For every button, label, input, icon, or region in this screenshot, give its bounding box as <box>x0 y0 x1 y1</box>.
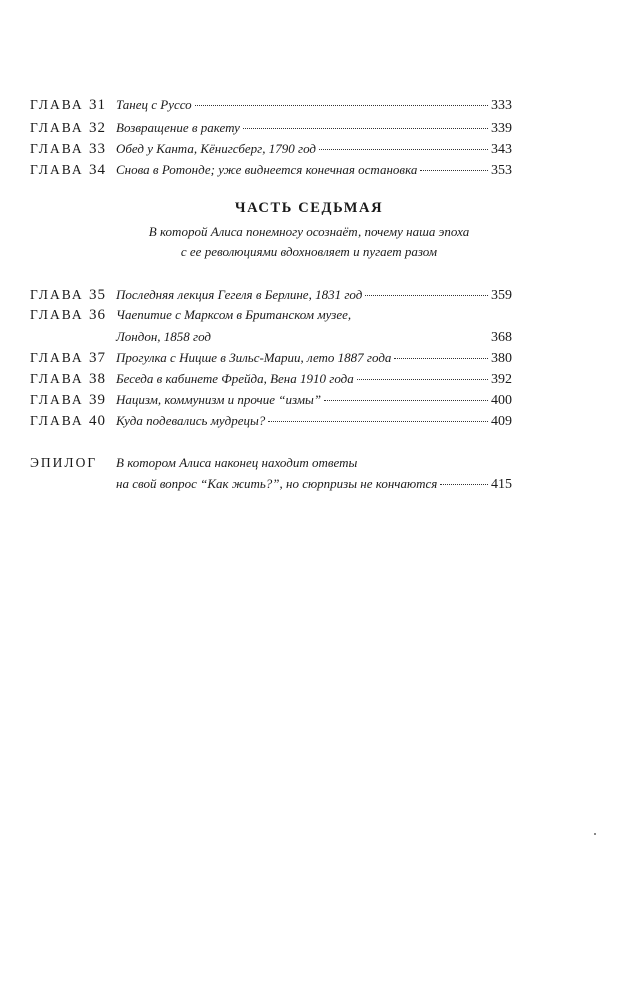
chapter-title: Последняя лекция Гегеля в Берлине, 1831 год <box>116 287 363 302</box>
chapter-title: Снова в Ротонде; уже виднеется конечная остановка <box>116 162 418 177</box>
dot-leader <box>195 105 488 106</box>
chapter-label: ГЛАВА 36 <box>30 307 106 323</box>
chapter-label: ГЛАВА 37 <box>30 350 106 366</box>
chapter-label: ГЛАВА 32 <box>30 120 106 136</box>
page-number: 380 <box>491 351 512 366</box>
toc-entry-38[interactable] <box>30 371 512 391</box>
dot-leader <box>357 379 488 380</box>
chapter-label: ГЛАВА 39 <box>30 392 106 408</box>
page-number: 359 <box>491 288 512 303</box>
chapter-title: Чаепитие с Марксом в Британском музее, <box>116 307 352 322</box>
chapter-label: ГЛАВА 38 <box>30 371 106 387</box>
page-number: 409 <box>491 414 512 429</box>
toc-entry-epilogue-continuation[interactable] <box>116 476 512 493</box>
dot-leader <box>365 295 488 296</box>
dot-leader <box>319 149 488 150</box>
page-number: 343 <box>491 142 512 157</box>
toc-entry-37[interactable] <box>30 350 512 370</box>
toc-entry-33[interactable] <box>30 141 512 161</box>
part-subtitle-line1: В которой Алиса понемногу осознаёт, почему наша эпоха <box>148 224 470 239</box>
chapter-label: ГЛАВА 34 <box>30 162 106 178</box>
dot-leader <box>268 421 488 422</box>
chapter-label: ГЛАВА 33 <box>30 141 106 157</box>
scan-speck <box>594 833 596 835</box>
page-number: 353 <box>491 163 512 178</box>
chapter-title: Прогулка с Ницше в Зильс-Марии, лето 1887 года <box>116 350 392 365</box>
chapter-label: ГЛАВА 35 <box>30 287 106 303</box>
page-number: 333 <box>491 98 512 113</box>
toc-entry-34[interactable] <box>30 162 512 182</box>
chapter-title: Беседа в кабинете Фрейда, Вена 1910 года <box>116 371 354 386</box>
chapter-title: Танец с Руссо <box>116 97 192 112</box>
chapter-label: ГЛАВА 40 <box>30 413 106 429</box>
chapter-title: Куда подевались мудрецы? <box>116 413 266 428</box>
epilogue-title-line1: В котором Алиса наконец находит ответы <box>116 455 358 470</box>
toc-entry-32[interactable] <box>30 120 512 140</box>
part-heading: ЧАСТЬ СЕДЬМАЯ <box>234 200 384 216</box>
toc-entry-35[interactable] <box>30 287 512 307</box>
toc-entry-36[interactable] <box>30 307 512 327</box>
chapter-title-continuation: Лондон, 1858 год <box>116 329 212 344</box>
epilogue-label: ЭПИЛОГ <box>30 455 98 470</box>
page-number: 339 <box>491 121 512 136</box>
page-number: 368 <box>491 330 512 345</box>
toc-entry-40[interactable] <box>30 413 512 433</box>
chapter-title: Обед у Канта, Кёнигсберг, 1790 год <box>116 141 316 156</box>
dot-leader <box>394 358 488 359</box>
toc-entry-36-continuation[interactable] <box>116 329 512 346</box>
dot-leader <box>440 484 488 485</box>
page-number: 392 <box>491 372 512 387</box>
part-subtitle-line2: с ее революциями вдохновляет и пугает разом <box>180 244 438 259</box>
chapter-label: ГЛАВА 31 <box>30 97 106 113</box>
page-number: 400 <box>491 393 512 408</box>
chapter-title: Возвращение в ракету <box>116 120 240 135</box>
dot-leader <box>243 128 488 129</box>
chapter-title: Нацизм, коммунизм и прочие “измы” <box>116 392 322 407</box>
dot-leader <box>324 400 488 401</box>
toc-entry-epilogue[interactable] <box>30 455 512 475</box>
toc-entry-31[interactable] <box>30 97 512 117</box>
epilogue-title-line2: на свой вопрос “Как жить?”, но сюрпризы не кончаются <box>116 476 438 491</box>
dot-leader <box>420 170 488 171</box>
toc-entry-39[interactable] <box>30 392 512 412</box>
page-number: 415 <box>491 477 512 492</box>
